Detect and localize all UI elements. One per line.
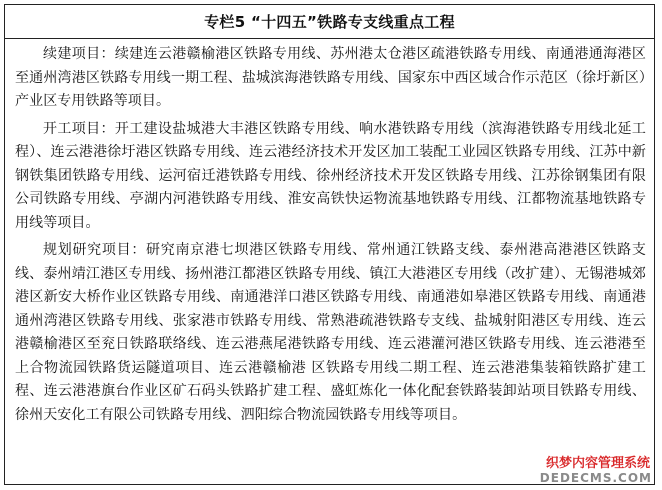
watermark: [540, 452, 652, 485]
paragraph-planned-projects: 规划研究项目：研究南京港七坝港区铁路专用线、常州通江铁路支线、泰州港高港港区铁路支线、泰州靖江港区专用线、扬州港江都港区铁路专用线、镇江大港港区专用线（改扩建）、无锡港城郊港区新安大桥作业区铁路专用线、南通港洋口港区铁路专用线、南通港如皋港区铁路专用线、南通港通州湾港区铁路专用线、张家港市铁路专用线、常熟港疏港铁路专支线、盐城射阳港区专用线、连云港赣榆港区至兖日铁路联络线、连云港燕尾港铁路专用线、连云港灌河港区铁路专用线、连云港港至上合物流园铁路货运隧道项目、连云港赣榆港 区铁路专用线二期工程、连云港港集装箱铁路扩建工程、连云港港旗台作业区矿石码头铁路扩建工程、盛虹炼化一体化配套铁路装卸站项目铁路专用线、徐州天安化工有限公司铁路专用线、泗阳综合物流园铁路专用线等项目。: [15, 242, 646, 423]
paragraph-continuing-projects: 续建项目：续建连云港赣榆港区铁路专用线、苏州港太仓港区疏港铁路专用线、南通港通海港区至通州湾港区铁路专用线一期工程、盐城滨海港铁路专用线、国家东中西区域合作示范区（徐圩新区）产业区专用铁路等项目。: [15, 46, 646, 109]
title-row: [5, 5, 654, 39]
box-title: 专栏5 “十四五”铁路专支线重点工程: [204, 13, 455, 31]
watermark-url: DEDECMS.COM: [539, 471, 652, 485]
feature-box: [4, 4, 655, 485]
watermark-text: 织梦内容管理系统: [540, 452, 652, 471]
paragraph-new-projects: 开工项目：开工建设盐城港大丰港区铁路专用线、响水港铁路专用线（滨海港铁路专用线北延工程）、连云港港徐圩港区铁路专用线、连云港经济技术开发区加工装配工业园区铁路专用线、江苏中新钢铁集团铁路专用线、运河宿迁港铁路专用线、徐州经济技术开发区铁路专用线、江苏徐钢集团有限公司铁路专用线、亭湖内河港铁路专用线、淮安高铁快运物流基地铁路专用线、江都物流基地铁路专用线等项目。: [15, 120, 646, 231]
box-body: [5, 39, 654, 427]
